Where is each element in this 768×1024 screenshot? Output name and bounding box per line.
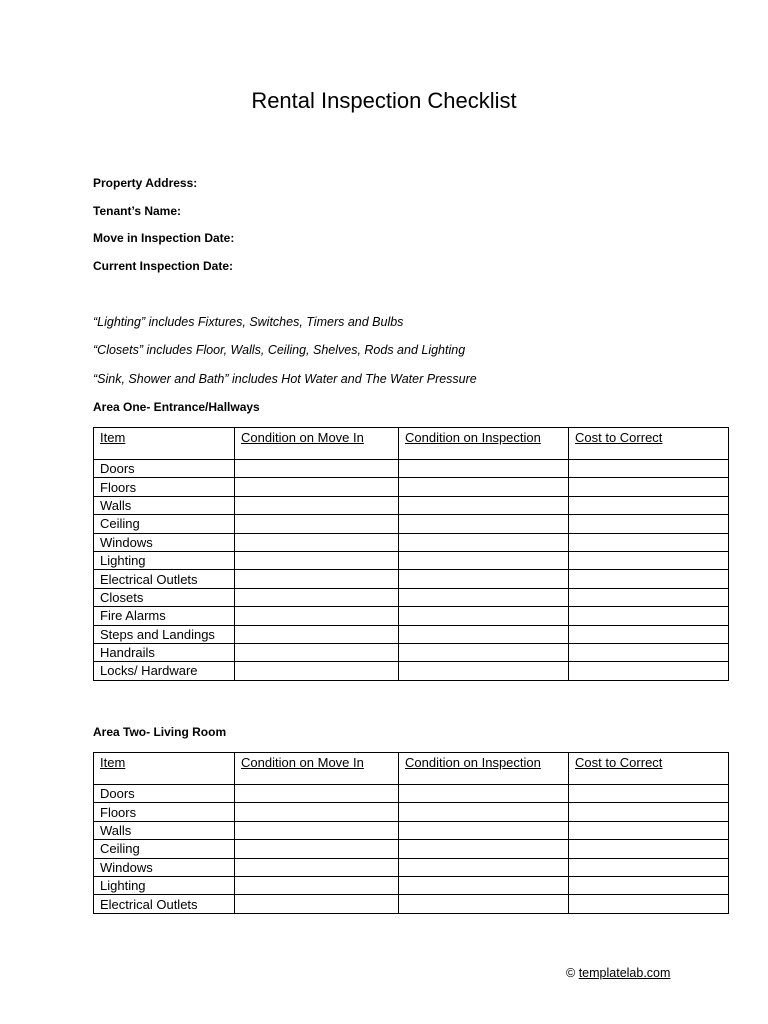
item-name: Windows [94,858,235,876]
area-two-heading: Area Two- Living Room [93,725,227,739]
column-header: Cost to Correct [569,753,729,785]
cost-to-correct-cell [569,858,729,876]
table-row [94,840,729,858]
condition-move-in-cell [235,478,399,496]
move-in-inspection-date-label: Move in Inspection Date: [93,231,235,245]
condition-inspection-cell [399,895,569,913]
table-row [94,478,729,496]
condition-inspection-cell [399,551,569,569]
cost-to-correct-cell [569,607,729,625]
table-row [94,460,729,478]
table-row [94,662,729,680]
page-title: Rental Inspection Checklist [251,88,517,113]
condition-inspection-cell [399,625,569,643]
condition-inspection-cell [399,478,569,496]
closets-note: “Closets” includes Floor, Walls, Ceiling, Shelves, Rods and Lighting [93,343,466,357]
cost-to-correct-cell [569,895,729,913]
condition-inspection-cell [399,858,569,876]
column-header: Condition on Inspection [399,753,569,785]
cost-to-correct-cell [569,876,729,894]
item-name: Handrails [94,643,235,661]
condition-move-in-cell [235,570,399,588]
item-name: Walls [94,821,235,839]
item-name: Closets [94,588,235,606]
table-row [94,643,729,661]
item-name: Lighting [94,876,235,894]
condition-move-in-cell [235,551,399,569]
item-name: Walls [94,496,235,514]
item-name: Steps and Landings [94,625,235,643]
cost-to-correct-cell [569,533,729,551]
area-one-heading: Area One- Entrance/Hallways [93,400,260,414]
cost-to-correct-cell [569,551,729,569]
condition-move-in-cell [235,643,399,661]
item-name: Doors [94,785,235,803]
cost-to-correct-cell [569,496,729,514]
item-name: Fire Alarms [94,607,235,625]
cost-to-correct-cell [569,515,729,533]
condition-inspection-cell [399,821,569,839]
condition-inspection-cell [399,533,569,551]
condition-move-in-cell [235,496,399,514]
item-name: Floors [94,478,235,496]
footer [566,965,670,981]
table-row [94,570,729,588]
cost-to-correct-cell [569,625,729,643]
item-name: Electrical Outlets [94,895,235,913]
current-inspection-date-label: Current Inspection Date: [93,259,234,273]
condition-move-in-cell [235,895,399,913]
condition-move-in-cell [235,840,399,858]
item-name: Locks/ Hardware [94,662,235,680]
table-row [94,895,729,913]
table-row [94,551,729,569]
item-name: Doors [94,460,235,478]
condition-move-in-cell [235,533,399,551]
table-row [94,785,729,803]
cost-to-correct-cell [569,662,729,680]
cost-to-correct-cell [569,803,729,821]
cost-to-correct-cell [569,570,729,588]
condition-move-in-cell [235,821,399,839]
lighting-note: “Lighting” includes Fixtures, Switches, Timers and Bulbs [93,315,404,329]
condition-move-in-cell [235,803,399,821]
table-row [94,625,729,643]
column-header: Cost to Correct [569,428,729,460]
condition-inspection-cell [399,662,569,680]
sink-note: “Sink, Shower and Bath” includes Hot Water and The Water Pressure [93,372,477,386]
cost-to-correct-cell [569,785,729,803]
condition-move-in-cell [235,588,399,606]
condition-inspection-cell [399,588,569,606]
tenant-name-label: Tenant’s Name: [93,204,182,218]
table-row [94,588,729,606]
area-one-table [93,427,729,681]
table-row [94,533,729,551]
condition-inspection-cell [399,607,569,625]
item-name: Windows [94,533,235,551]
table-row [94,515,729,533]
cost-to-correct-cell [569,821,729,839]
cost-to-correct-cell [569,643,729,661]
table-row [94,858,729,876]
condition-move-in-cell [235,625,399,643]
condition-move-in-cell [235,785,399,803]
item-name: Ceiling [94,840,235,858]
item-name: Electrical Outlets [94,570,235,588]
copyright-symbol: © [566,966,576,980]
condition-inspection-cell [399,803,569,821]
area-two-table [93,752,729,914]
templatelab-link[interactable]: templatelab.com [578,966,671,980]
condition-move-in-cell [235,460,399,478]
table-header-row [94,428,729,460]
condition-inspection-cell [399,460,569,478]
table-row [94,496,729,514]
condition-inspection-cell [399,570,569,588]
condition-inspection-cell [399,496,569,514]
condition-move-in-cell [235,607,399,625]
condition-inspection-cell [399,643,569,661]
column-header: Condition on Move In [235,753,399,785]
condition-move-in-cell [235,515,399,533]
column-header: Condition on Move In [235,428,399,460]
property-address-label: Property Address: [93,176,198,190]
column-header: Condition on Inspection [399,428,569,460]
table-row [94,803,729,821]
table-row [94,821,729,839]
condition-move-in-cell [235,662,399,680]
column-header: Item [94,753,235,785]
cost-to-correct-cell [569,840,729,858]
cost-to-correct-cell [569,588,729,606]
item-name: Floors [94,803,235,821]
condition-move-in-cell [235,876,399,894]
cost-to-correct-cell [569,478,729,496]
condition-inspection-cell [399,840,569,858]
table-row [94,607,729,625]
item-name: Lighting [94,551,235,569]
condition-inspection-cell [399,785,569,803]
table-header-row [94,753,729,785]
condition-move-in-cell [235,858,399,876]
table-row [94,876,729,894]
column-header: Item [94,428,235,460]
item-name: Ceiling [94,515,235,533]
condition-inspection-cell [399,876,569,894]
condition-inspection-cell [399,515,569,533]
cost-to-correct-cell [569,460,729,478]
